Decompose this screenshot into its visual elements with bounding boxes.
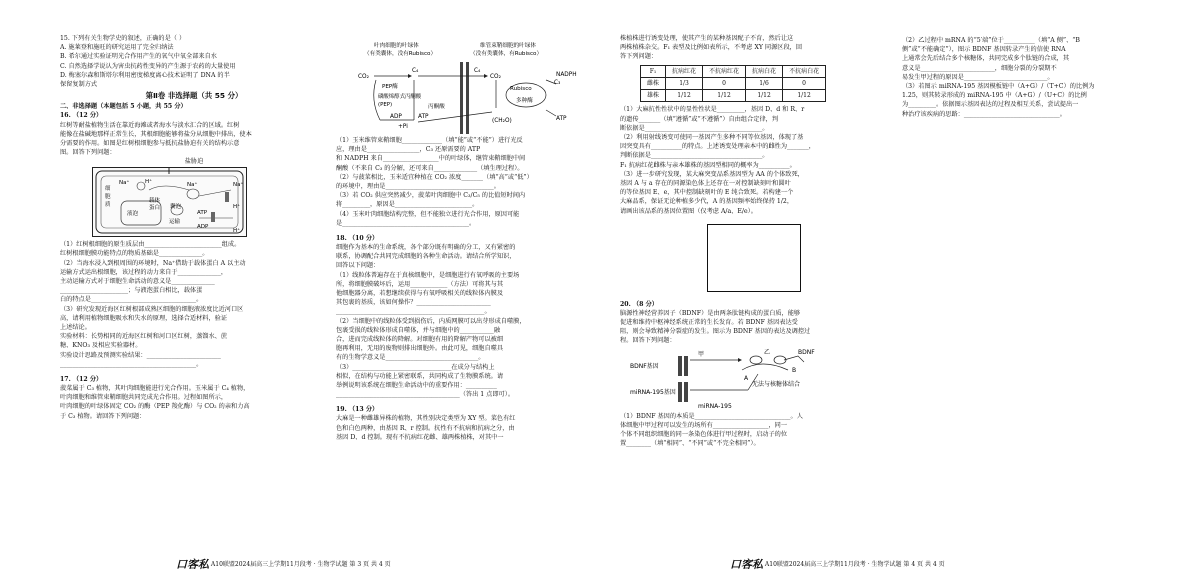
genotype-table bbox=[640, 65, 826, 103]
text-line: 图。回答下列问题： bbox=[60, 149, 116, 157]
table-header-row bbox=[641, 65, 826, 77]
text-line: 易发生甲过程的原因是___________________________。 bbox=[902, 73, 1054, 81]
text-line: （3）________________________________在成分与结构上 bbox=[336, 363, 495, 371]
text-line: 细胞作为基本的生命系统，各个部分既有明确的分工，又有紧密的 bbox=[336, 244, 516, 252]
q20-subquestions bbox=[620, 412, 888, 449]
text-line: 是_________________________________________。 bbox=[336, 219, 476, 227]
text-line: 联系，协调配合共同完成细胞的各种生命活动。请结合所学知识， bbox=[336, 253, 516, 261]
text-line: 和 NADPH 来自__________________中的叶绿体，继管束鞘细胞中间 bbox=[336, 155, 526, 163]
text-line: 实验设计思路及预测实验结果：________________________ bbox=[60, 351, 221, 359]
footer-page-3 bbox=[176, 556, 391, 573]
text-line: 高，请利用植物细胞吸水和失水的原理，选择合适材料，验证 bbox=[60, 314, 228, 322]
text-line: （4）玉米叶肉细胞结构完整，但不能独立进行光合作用，原因可能 bbox=[336, 210, 520, 218]
footer-text: A10联盟2024届高三上学期11月段考 · 生物学试题 第 3 页 共 4 页 bbox=[210, 561, 391, 569]
root-cell-diagram bbox=[93, 168, 246, 236]
text-line: 意义是________________________，细胞分裂的分裂期不 bbox=[902, 64, 1057, 72]
footer-text: A10联盟2024届高三上学期11月段考 · 生物学试题 第 4 页 共 4 页 bbox=[764, 561, 945, 569]
text-line: 的等位基因 E、e，其中控制缺刻叶的 E 纯合致死。若构建一个 bbox=[620, 189, 794, 197]
fig2-label: 丙酮酸 bbox=[428, 104, 445, 110]
fig2-right-sub: （没有类囊体，有Rubisco） bbox=[470, 51, 543, 57]
fig2-label: C₄ bbox=[474, 68, 481, 74]
fig1-label: H⁺ bbox=[233, 204, 241, 211]
table-header: 抗病白花 bbox=[746, 65, 783, 77]
text-line: 判断依据是____________________________________。 bbox=[620, 152, 769, 160]
text-line: （2）乙过程中 mRNA 的“5′端”位于__________（填“A 侧”、“B bbox=[902, 37, 1080, 44]
text-line: ____________________________________________。 bbox=[60, 360, 203, 368]
text-line: 包裹受损的线粒体形成自噬体，并与细胞中的___________融 bbox=[336, 326, 500, 334]
text-line: 15. 下列有关生物学史的叙述，正确的是（ ） bbox=[60, 35, 186, 42]
text-line: 运输方式运出根细胞，该过程的动力来自于______________， bbox=[60, 268, 228, 276]
q16-subquestions bbox=[60, 240, 328, 369]
text-line: 基因 D、d 控制。现有不抗病红花雌、雄两株植株，对其中一 bbox=[336, 433, 504, 441]
text-line: 上通常会先后结合多个核糖体，共同完成多个肽链的合成，其 bbox=[902, 55, 1070, 63]
column-4 bbox=[902, 36, 1170, 119]
text-line: 叶肉细胞和维管束鞘细胞共同完成光合作用。过程如图所示， bbox=[60, 394, 228, 402]
fig1-label: 液泡 bbox=[127, 211, 139, 218]
bdnf-figure bbox=[628, 346, 888, 412]
text-line: 上述结论。 bbox=[60, 323, 91, 331]
q17-intro bbox=[60, 384, 328, 421]
answer-drawing-box[interactable] bbox=[707, 224, 801, 292]
fig2-label: Rubisco bbox=[510, 86, 532, 92]
text-line: 种治疗该疾病的思路：_______________________________。 bbox=[902, 110, 1066, 118]
q17-heading: 17. （12 分） bbox=[60, 375, 103, 383]
table-cell: 1/12 bbox=[783, 90, 826, 102]
fig2-left-sub: （有类囊体，没有Rubisco） bbox=[364, 51, 437, 57]
text-line: 个体不同组织细胞的同一条染色体进行甲过程时，启动子的位 bbox=[620, 431, 788, 439]
text-line: 阻，则会导致精神分裂症的发生。图示为 BDNF 基因的表达及调控过 bbox=[620, 328, 811, 336]
text-line: 的环境中，理由是___________________________________。 bbox=[336, 182, 500, 190]
fig3-label: 无法与核糖体结合 bbox=[752, 380, 801, 388]
q19-continued bbox=[620, 34, 888, 62]
text-line: 程。回答下列问题： bbox=[620, 337, 676, 345]
bdnf-expression-diagram bbox=[628, 346, 868, 412]
text-line: 红树等耐盐植物生活在靠近海滩或者海水与淡水汇合的区域。红树 bbox=[60, 121, 240, 129]
fig2-label: (PEP) bbox=[378, 102, 393, 108]
text-line: 胞再利用，无用的废物则排出细胞外。由此可见，细胞自噬具 bbox=[336, 345, 504, 353]
text-line: 叶肉细胞的叶绿体固定 CO₂ 的酶（PEP 羧化酶）与 CO₂ 的亲和力高 bbox=[60, 403, 250, 411]
fig2-label: 磷酸烯醇式丙酮酸 bbox=[378, 94, 422, 100]
table-cell: 0 bbox=[703, 77, 746, 89]
column-2 bbox=[336, 40, 604, 442]
fig1-label: ADP bbox=[197, 224, 209, 231]
table-cell: 1/12 bbox=[703, 90, 746, 102]
c4-pathway-diagram bbox=[356, 40, 586, 136]
fig1-label: 运输 bbox=[169, 219, 181, 226]
fig3-label: BDNF bbox=[798, 348, 815, 356]
text-line: B. 希尔通过实验证明光合作用产生的氧气中氧全部来自水 bbox=[60, 53, 217, 61]
fig3-label: miRNA-195基因 bbox=[630, 388, 676, 396]
fig1-label: 囊泡 bbox=[170, 204, 182, 211]
fig1-label: H⁺ bbox=[233, 228, 241, 235]
text-line: 色和白色两种，由基因 R、r 控制。抗性有不抗病和抗病之分，由 bbox=[336, 424, 515, 432]
fig2-label: C₄ bbox=[412, 68, 419, 74]
brand-logo: 口客私 bbox=[176, 558, 209, 571]
text-line: 侧”或“不能确定”），图示 BDNF 基因转录产生的信使 RNA bbox=[902, 46, 1066, 54]
text-line: 大麻品系，保证无论种植多少代，A 的基因频率始终保持 1/2， bbox=[620, 198, 794, 206]
fig1-label: Na⁺ bbox=[187, 182, 198, 189]
text-line: ________________________________________（答出 1 点即可）。 bbox=[336, 391, 515, 399]
text-line: 分需要的作用。如图是红树根细胞参与抵抗盐胁迫有关的结构示意 bbox=[60, 139, 240, 147]
fig2-right-title: 维管束鞘细胞的叶绿体 bbox=[480, 43, 536, 49]
text-line: 应，理由是_________________，C₃ 还原需要的 ATP bbox=[336, 146, 481, 154]
q16-intro bbox=[60, 121, 328, 158]
table-cell: 0 bbox=[783, 77, 826, 89]
table-cell: 1/3 bbox=[666, 77, 703, 89]
text-line: 回答以下问题： bbox=[336, 262, 380, 270]
fig1-label: H⁺ bbox=[145, 179, 153, 186]
text-line: 酮酸（不来自 C₃ 的分解，还可来自______________（填生理过程）。 bbox=[336, 164, 524, 172]
fig2-label: ATP bbox=[556, 116, 567, 122]
fig3-label: miRNA-195 bbox=[698, 402, 732, 410]
table-cell: 1/6 bbox=[746, 77, 783, 89]
text-line: 株植株进行诱变处理，使其产生的某种基因配子不育，然后让这 bbox=[620, 35, 794, 42]
text-line: 答下列问题： bbox=[620, 53, 658, 61]
q19-heading: 19. （13 分） bbox=[336, 406, 379, 414]
q18-body bbox=[336, 243, 604, 399]
text-line: 糖、KNO₃ 及相应实验器材。 bbox=[60, 342, 142, 350]
text-line: 菠菜属于 C₃ 植物，其叶肉细胞能进行光合作用。玉米属于 C₄ 植物， bbox=[60, 385, 250, 393]
fig3-label: A bbox=[744, 374, 749, 382]
text-line: 大麻是一种雌雄异株的植物，其性别决定类型为 XY 型。菜色有红 bbox=[336, 415, 516, 423]
fig1-label: Na⁺ bbox=[119, 180, 130, 187]
fig3-label: B bbox=[792, 366, 797, 374]
text-line: 的遗传_______（填“遵循”或“不遵循”）自由组合定律，判 bbox=[620, 115, 779, 123]
text-line: （1）大麻抗性性状中的显性性状是_________，基因 D、d 和 R、r bbox=[620, 106, 805, 114]
text-line: （2）当海水浸入到根周围的环境时，Na⁺借助于载体蛋白 A 以主动 bbox=[60, 259, 246, 267]
footer-page-4 bbox=[730, 556, 945, 573]
fig2-label: NADPH bbox=[556, 72, 577, 78]
text-line: 白的特点是__________________________________。 bbox=[60, 296, 203, 304]
table-row bbox=[641, 90, 826, 102]
text-line: 有的生物学意义是______________________________。 bbox=[336, 354, 485, 362]
q16-heading: 16. （12 分） bbox=[60, 112, 103, 120]
text-line: ______________________；与液泡蛋白相比，载体蛋 bbox=[60, 287, 203, 295]
fig1-label: 载体 bbox=[149, 198, 161, 205]
text-line: （3）若 CO₂ 供应突然减少，菠菜叶肉细胞中 C₃/C₅ 的比值短时间内 bbox=[336, 192, 526, 200]
text-line: （1）线粒体普遍存在于真核细胞中，是细胞进行有氧呼吸的主要场 bbox=[336, 271, 520, 279]
text-line: 断依据是______________________________________。 bbox=[620, 124, 769, 132]
text-line: ________________________________________________。 bbox=[336, 308, 491, 316]
text-line: （1）玉米维管束鞘细胞_____________（填“能”或“不能”）进行光反 bbox=[336, 137, 523, 144]
fig2-label: ATP bbox=[418, 114, 429, 120]
brand-logo: 口客私 bbox=[730, 558, 763, 571]
text-line: （3）进一步研究发现，某大麻突变品系基因型为 AA 的个体致死， bbox=[620, 170, 804, 178]
fig2-label: CO₂ bbox=[358, 74, 369, 80]
q20-continued bbox=[902, 36, 1170, 119]
fig1-label: Na⁺ bbox=[233, 182, 244, 189]
q17-subquestions bbox=[336, 136, 604, 228]
text-line: 能像在盐碱地那样正常生长，其根细胞能够将盐分从细胞中排出，使本 bbox=[60, 130, 252, 138]
fig2-left-title: 叶肉细胞的叶绿体 bbox=[374, 43, 419, 49]
text-line: 主动运输方式对于细胞生命活动的意义是______________ bbox=[60, 278, 215, 285]
text-line: F₁ 抗病红花雌株与亲本雄株的基因型相同的概率为__________。 bbox=[620, 161, 796, 169]
fig2-label: C₃ bbox=[554, 80, 561, 86]
text-line: 因突变具有__________的特点。上述诱变处理亲本中的雌性为_______， bbox=[620, 143, 815, 151]
table-header: 抗病红花 bbox=[666, 65, 703, 77]
fig3-label: 乙 bbox=[764, 348, 771, 356]
column-1 bbox=[60, 34, 328, 421]
fig2-label: +Pi bbox=[398, 124, 408, 130]
text-line: 为_________。依据图示基因表达的过程及相互关系，尝试提出一 bbox=[902, 101, 1079, 109]
text-line: 他细胞器分离，若想继续获得与有氧呼吸相关的线粒体内膜及 bbox=[336, 290, 504, 297]
fig2-label: CO₂ bbox=[490, 74, 501, 80]
text-line: 脑源性神经营养因子（BDNF）是由两条肽链构成的蛋白质，能够 bbox=[620, 309, 801, 317]
table-header: F₁ bbox=[641, 65, 666, 77]
text-line: 合，进而完成线粒体的降解。对细胞有用的降解产物可以被细 bbox=[336, 335, 504, 343]
text-line: 请画出该品系的基因位置图（仅考虑 A/a、E/e）。 bbox=[620, 207, 757, 215]
text-line: （2）利用射线诱变可使同一基因产生多种不同等位基因，体现了基 bbox=[620, 134, 804, 142]
fig2-label: ADP bbox=[390, 114, 402, 120]
text-line: 其包裹的基质，该如何操作？________________________ bbox=[336, 299, 491, 307]
question-15 bbox=[60, 34, 328, 89]
text-line: （1）BDNF 基因的本质是_______________________________。人 bbox=[620, 412, 803, 420]
table-row bbox=[641, 77, 826, 89]
text-line: 体细胞中甲过程可以发生的场所有__________________，同一 bbox=[620, 421, 788, 429]
text-line: 保留复制方式 bbox=[60, 80, 98, 88]
text-line: A. 施莱登和施旺的研究运用了完全归纳法 bbox=[60, 44, 174, 52]
fig1-title: 盐胁迫 bbox=[184, 158, 204, 166]
text-line: 置________（填“相同”、“不同”或“不完全相同”）。 bbox=[620, 440, 760, 448]
text-line: 所，将细胞膜破坏后，运用____________（方法）可将其与其 bbox=[336, 280, 504, 288]
text-line: （1）红树根细胞的原生质层由_________________________组成。 bbox=[60, 241, 241, 249]
text-line: 1.25，则其转录形成的 miRNA-195 中（A+G）/（U+C）的比例 bbox=[902, 92, 1087, 100]
q20-heading: 20. （8 分） bbox=[620, 300, 658, 308]
section-subtitle: 二、非选择题（本题包括 5 小题，共 55 分） bbox=[60, 103, 187, 111]
text-line: 将_________，原因是_________________________。 bbox=[336, 201, 479, 209]
text-line: 基因 A 与 a 存在的同源染色体上还存在一对控制缺刻叶和圆叶 bbox=[620, 179, 791, 187]
text-line: 实验材料：长势相同的近海区红树和河口区红树，蒸馏水、蔗 bbox=[60, 333, 228, 341]
table-cell: 1/12 bbox=[666, 90, 703, 102]
fig1-label: 质 bbox=[105, 202, 111, 209]
q20-intro bbox=[620, 309, 888, 346]
q19-intro bbox=[336, 414, 604, 442]
fig3-label: 甲 bbox=[698, 350, 705, 358]
table-header: 不抗病红花 bbox=[703, 65, 746, 77]
fig1-label: 胞 bbox=[105, 194, 111, 201]
text-line: C. 自然选择学说认为害虫抗药性变异的产生源于农药的大量使用 bbox=[60, 62, 236, 70]
fig1-label: ATP bbox=[197, 210, 208, 217]
text-line: （3）研究发现近海区红树根部成熟区细胞的细胞液浓度比近河口区 bbox=[60, 305, 244, 313]
text-line: D. 梅塞尔森和斯塔尔利用密度梯度离心技术证明了 DNA 的半 bbox=[60, 71, 230, 79]
text-line: 红树根细胞膜功能特点的物质基础是______________。 bbox=[60, 250, 209, 258]
fig2-label: (CH₂O) bbox=[492, 118, 512, 124]
table-cell: 雌株 bbox=[641, 77, 666, 89]
fig2-label: 多种酶 bbox=[516, 98, 533, 104]
table-cell: 1/12 bbox=[746, 90, 783, 102]
text-line: （2）与菠菜相比，玉米适宜种植在 CO₂ 浓度_______（填“高”或“低”） bbox=[336, 173, 533, 181]
root-cell-figure bbox=[92, 167, 247, 237]
fig1-label: 蛋白 bbox=[149, 205, 161, 212]
table-header: 不抗病白花 bbox=[783, 65, 826, 77]
text-line: （3）若图示 miRNA-195 基因模板链中（A+G）/（T+C）的比例为 bbox=[902, 82, 1095, 90]
text-line: 相似，在结构与功能上紧密联系，共同构成了生物膜系统。请 bbox=[336, 372, 504, 380]
fig1-label: 细 bbox=[105, 186, 111, 193]
table-cell: 雄株 bbox=[641, 90, 666, 102]
column-3 bbox=[620, 34, 888, 448]
q18-heading: 18. （10 分） bbox=[336, 234, 379, 242]
c4-figure bbox=[356, 40, 604, 136]
text-line: 两株植株杂交。F₁ 表型及比例如表所示，不考虑 XY 同源区段，回 bbox=[620, 44, 803, 52]
text-line: 举例说明该系统在细胞生命活动中的重要作用：__________ bbox=[336, 381, 497, 389]
fig3-label: BDNF基因 bbox=[630, 362, 659, 370]
section-title: 第Ⅱ卷 非选择题（共 55 分） bbox=[145, 91, 243, 101]
text-line: 于 C₃ 植物。请回答下列问题： bbox=[60, 412, 146, 420]
text-line: （2）当细胞中的线粒体受到损伤后，内质网膜可以出芽形成自噬膜， bbox=[336, 317, 526, 325]
fig2-label: PEP酶 bbox=[382, 84, 398, 90]
q19-subquestions bbox=[620, 105, 888, 215]
text-line: 促进和维持中枢神经系统正常的生长发育。若 BDNF 基因表达受 bbox=[620, 319, 798, 327]
